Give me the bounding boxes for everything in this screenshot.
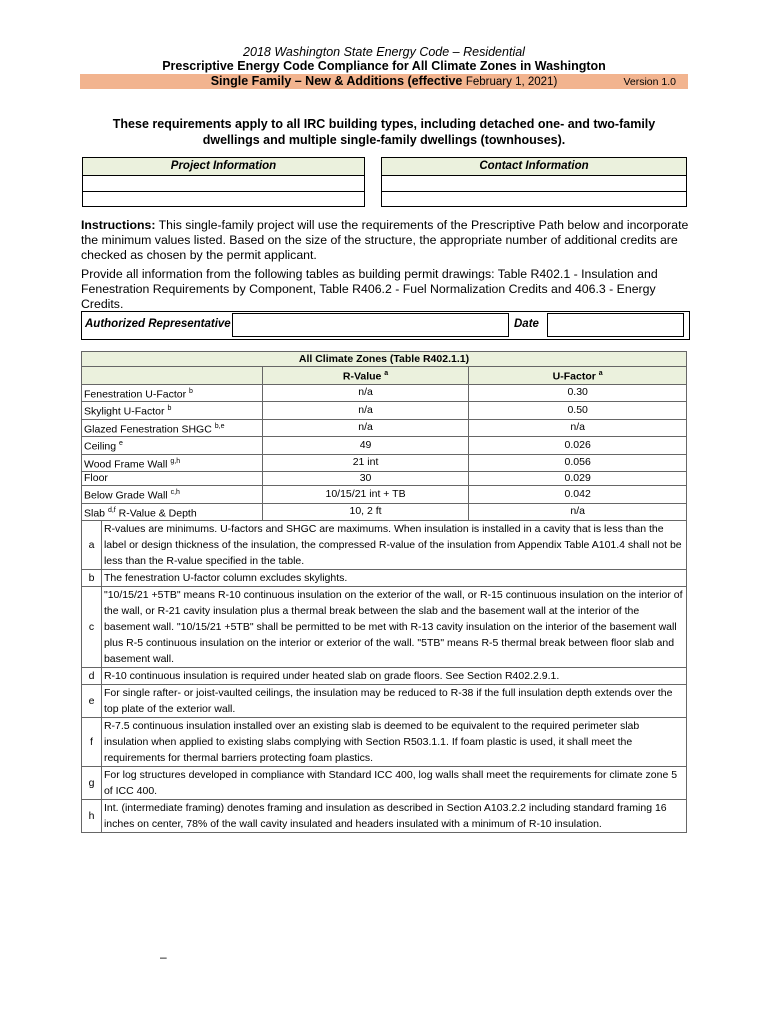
note-letter: a (82, 521, 102, 570)
row-rvalue: n/a (262, 402, 469, 420)
authorized-rep-row (81, 311, 690, 340)
date-label: Date (514, 318, 539, 330)
table-row (82, 503, 687, 521)
note-letter: h (82, 800, 102, 833)
note-letter: c (82, 587, 102, 668)
instructions-paragraph (81, 218, 689, 263)
row-label (82, 503, 263, 521)
row-label-sup: b (167, 405, 172, 412)
row-label-sup: e (119, 440, 123, 447)
row-label-text2: R-Value & Depth (115, 507, 197, 519)
row-label-sup: b (189, 387, 193, 395)
row-label-text: Skylight U-Factor (84, 405, 168, 418)
note-letter: b (82, 570, 102, 587)
contact-info-field-1[interactable] (382, 176, 686, 192)
row-ufactor: 0.026 (469, 437, 687, 455)
project-info-field-2[interactable] (83, 192, 364, 207)
footer-mark: – (160, 950, 167, 964)
note-letter: d (82, 668, 102, 685)
header-rvalue (262, 367, 469, 385)
row-label (82, 402, 263, 420)
row-label (82, 454, 263, 472)
contact-info-field-2[interactable] (382, 192, 686, 207)
note-row (82, 668, 687, 685)
note-text: R-10 continuous insulation is required under heated slab on grade floors. See Section R402.2.9.1. (101, 668, 686, 685)
row-ufactor: 0.042 (469, 486, 687, 504)
row-label-text: Slab (84, 507, 108, 519)
version-label: Version 1.0 (623, 76, 676, 88)
row-label-text: Fenestration U-Factor (84, 388, 190, 400)
row-label-text: Wood Frame Wall (84, 458, 171, 470)
table-row (82, 486, 687, 504)
row-ufactor: n/a (469, 419, 687, 437)
header-rvalue-sup: a (384, 370, 389, 377)
row-label (82, 419, 263, 437)
header-ufactor (469, 367, 687, 385)
note-text: R-values are minimums. U-factors and SHGC are maximums. When insulation is installed in a cavity that is less than the label or design thickness of the insulation, the compressed R-value of the insulation from Appendix Table A101.4 shall not be less than the R-value specified in the table. (101, 521, 686, 570)
header-ufactor-sup: a (598, 370, 603, 377)
instructions-text: This single-family project will use the requirements of the Prescriptive Path below and incorporate the minimum values listed. Based on the size of the structure, the appropriate number of additional credits are checked as chosen by the permit applicant. (81, 218, 689, 262)
contact-info-box (381, 157, 687, 207)
row-label (82, 437, 263, 455)
note-letter: g (82, 767, 102, 800)
header-blank (82, 367, 263, 385)
project-info-box (82, 157, 365, 207)
note-row (82, 718, 687, 767)
row-label (82, 486, 263, 504)
header-rvalue-text: R-Value (342, 370, 382, 383)
note-text: "10/15/21 +5TB" means R-10 continuous insulation on the exterior of the wall, or R-15 continuous insulation on the interior of the wall, or R-21 cavity insulation plus a thermal break between the slab and the basement wall at the interior of the basement wall. "10/15/21 +5TB" shall be permitted to be met with R-13 cavity insulation on the interior of the basement wall plus R-5 continuous insulation on the interior or exterior of the wall. "5TB" means R-5 thermal break between floor slab and basement wall. (101, 587, 686, 668)
note-letter: f (82, 718, 102, 767)
table-title: All Climate Zones (Table R402.1.1) (82, 352, 687, 367)
header-line3-date: February 1, 2021) (465, 76, 558, 88)
row-ufactor: 0.50 (469, 402, 687, 420)
row-ufactor: 0.056 (469, 454, 687, 472)
row-label (82, 472, 263, 486)
project-info-label: Project Information (83, 158, 364, 176)
header-band (80, 74, 688, 89)
row-label-text: Ceiling (84, 440, 120, 453)
row-label-sup: c,h (170, 489, 180, 496)
row-rvalue: n/a (262, 384, 469, 402)
row-ufactor: 0.029 (469, 472, 687, 486)
note-row (82, 521, 687, 570)
table-row (82, 384, 687, 402)
note-row (82, 685, 687, 718)
table-row (82, 454, 687, 472)
provide-paragraph: Provide all information from the following tables as building permit drawings: Table R402.1 - Insulation and Fenestration Requirements by Component, Table R406.2 - Fuel Normalization Credits and 406.3 - Energy Credits. (81, 267, 658, 311)
note-row (82, 587, 687, 668)
table-row (82, 472, 687, 486)
table-row (82, 437, 687, 455)
table-title-row (82, 352, 687, 367)
row-rvalue: 10, 2 ft (262, 503, 469, 521)
requirements-table (81, 351, 687, 833)
row-ufactor: 0.30 (469, 384, 687, 402)
note-letter: e (82, 685, 102, 718)
row-rvalue: 49 (262, 437, 469, 455)
table-row (82, 419, 687, 437)
row-label-text: Glazed Fenestration SHGC (84, 423, 215, 435)
note-text: Int. (intermediate framing) denotes framing and insulation as described in Section A103.2.2 including standard framing 16 inches on center, 78% of the wall cavity insulated and headers insulated with a minimum of R-10 insulation. (101, 800, 686, 833)
row-rvalue: 10/15/21 int + TB (262, 486, 469, 504)
doc-header-line1: 2018 Washington State Energy Code – Residential (243, 45, 525, 59)
row-ufactor: n/a (469, 503, 687, 521)
row-rvalue: 21 int (262, 454, 469, 472)
date-input[interactable] (547, 313, 684, 337)
note-row (82, 800, 687, 833)
header-line3 (80, 74, 688, 90)
table-row (82, 402, 687, 420)
note-row (82, 767, 687, 800)
note-text: R-7.5 continuous insulation installed over an existing slab is deemed to be equivalent to the required perimeter slab insulation when applied to existing slabs complying with Section R503.1.1. If foam plastic is used, it shall meet the requirements for thermal barriers protecting foam plastics. (101, 718, 686, 767)
row-label-sup: b,e (214, 422, 225, 430)
note-text: The fenestration U-factor column excludes skylights. (101, 570, 686, 587)
header-ufactor-text: U-Factor (552, 370, 596, 383)
row-label-sup: d,f (107, 506, 116, 514)
authorized-rep-input[interactable] (232, 313, 509, 337)
note-text: For single rafter- or joist-vaulted ceilings, the insulation may be reduced to R-38 if the full insulation depth extends over the top plate of the exterior wall. (101, 685, 686, 718)
instructions-label: Instructions: (81, 218, 156, 232)
doc-header-line2: Prescriptive Energy Code Compliance for All Climate Zones in Washington (162, 59, 606, 73)
row-label-text: Floor (84, 472, 108, 484)
row-label-sup: g,h (170, 457, 181, 465)
row-label (82, 384, 263, 402)
contact-info-label: Contact Information (382, 158, 686, 176)
project-info-field-1[interactable] (83, 176, 364, 192)
row-label-text: Below Grade Wall (84, 489, 171, 502)
header-line3-main: Single Family – New & Additions (effective (210, 74, 466, 88)
authorized-rep-label: Authorized Representative (85, 318, 231, 330)
table-header-row (82, 367, 687, 385)
row-rvalue: 30 (262, 472, 469, 486)
row-rvalue: n/a (262, 419, 469, 437)
note-row (82, 570, 687, 587)
note-text: For log structures developed in compliance with Standard ICC 400, log walls shall meet the requirements for climate zone 5 of ICC 400. (101, 767, 686, 800)
intro-text: These requirements apply to all IRC building types, including detached one- and two-family dwellings and multiple single-family dwellings (townhouses). (112, 117, 656, 147)
